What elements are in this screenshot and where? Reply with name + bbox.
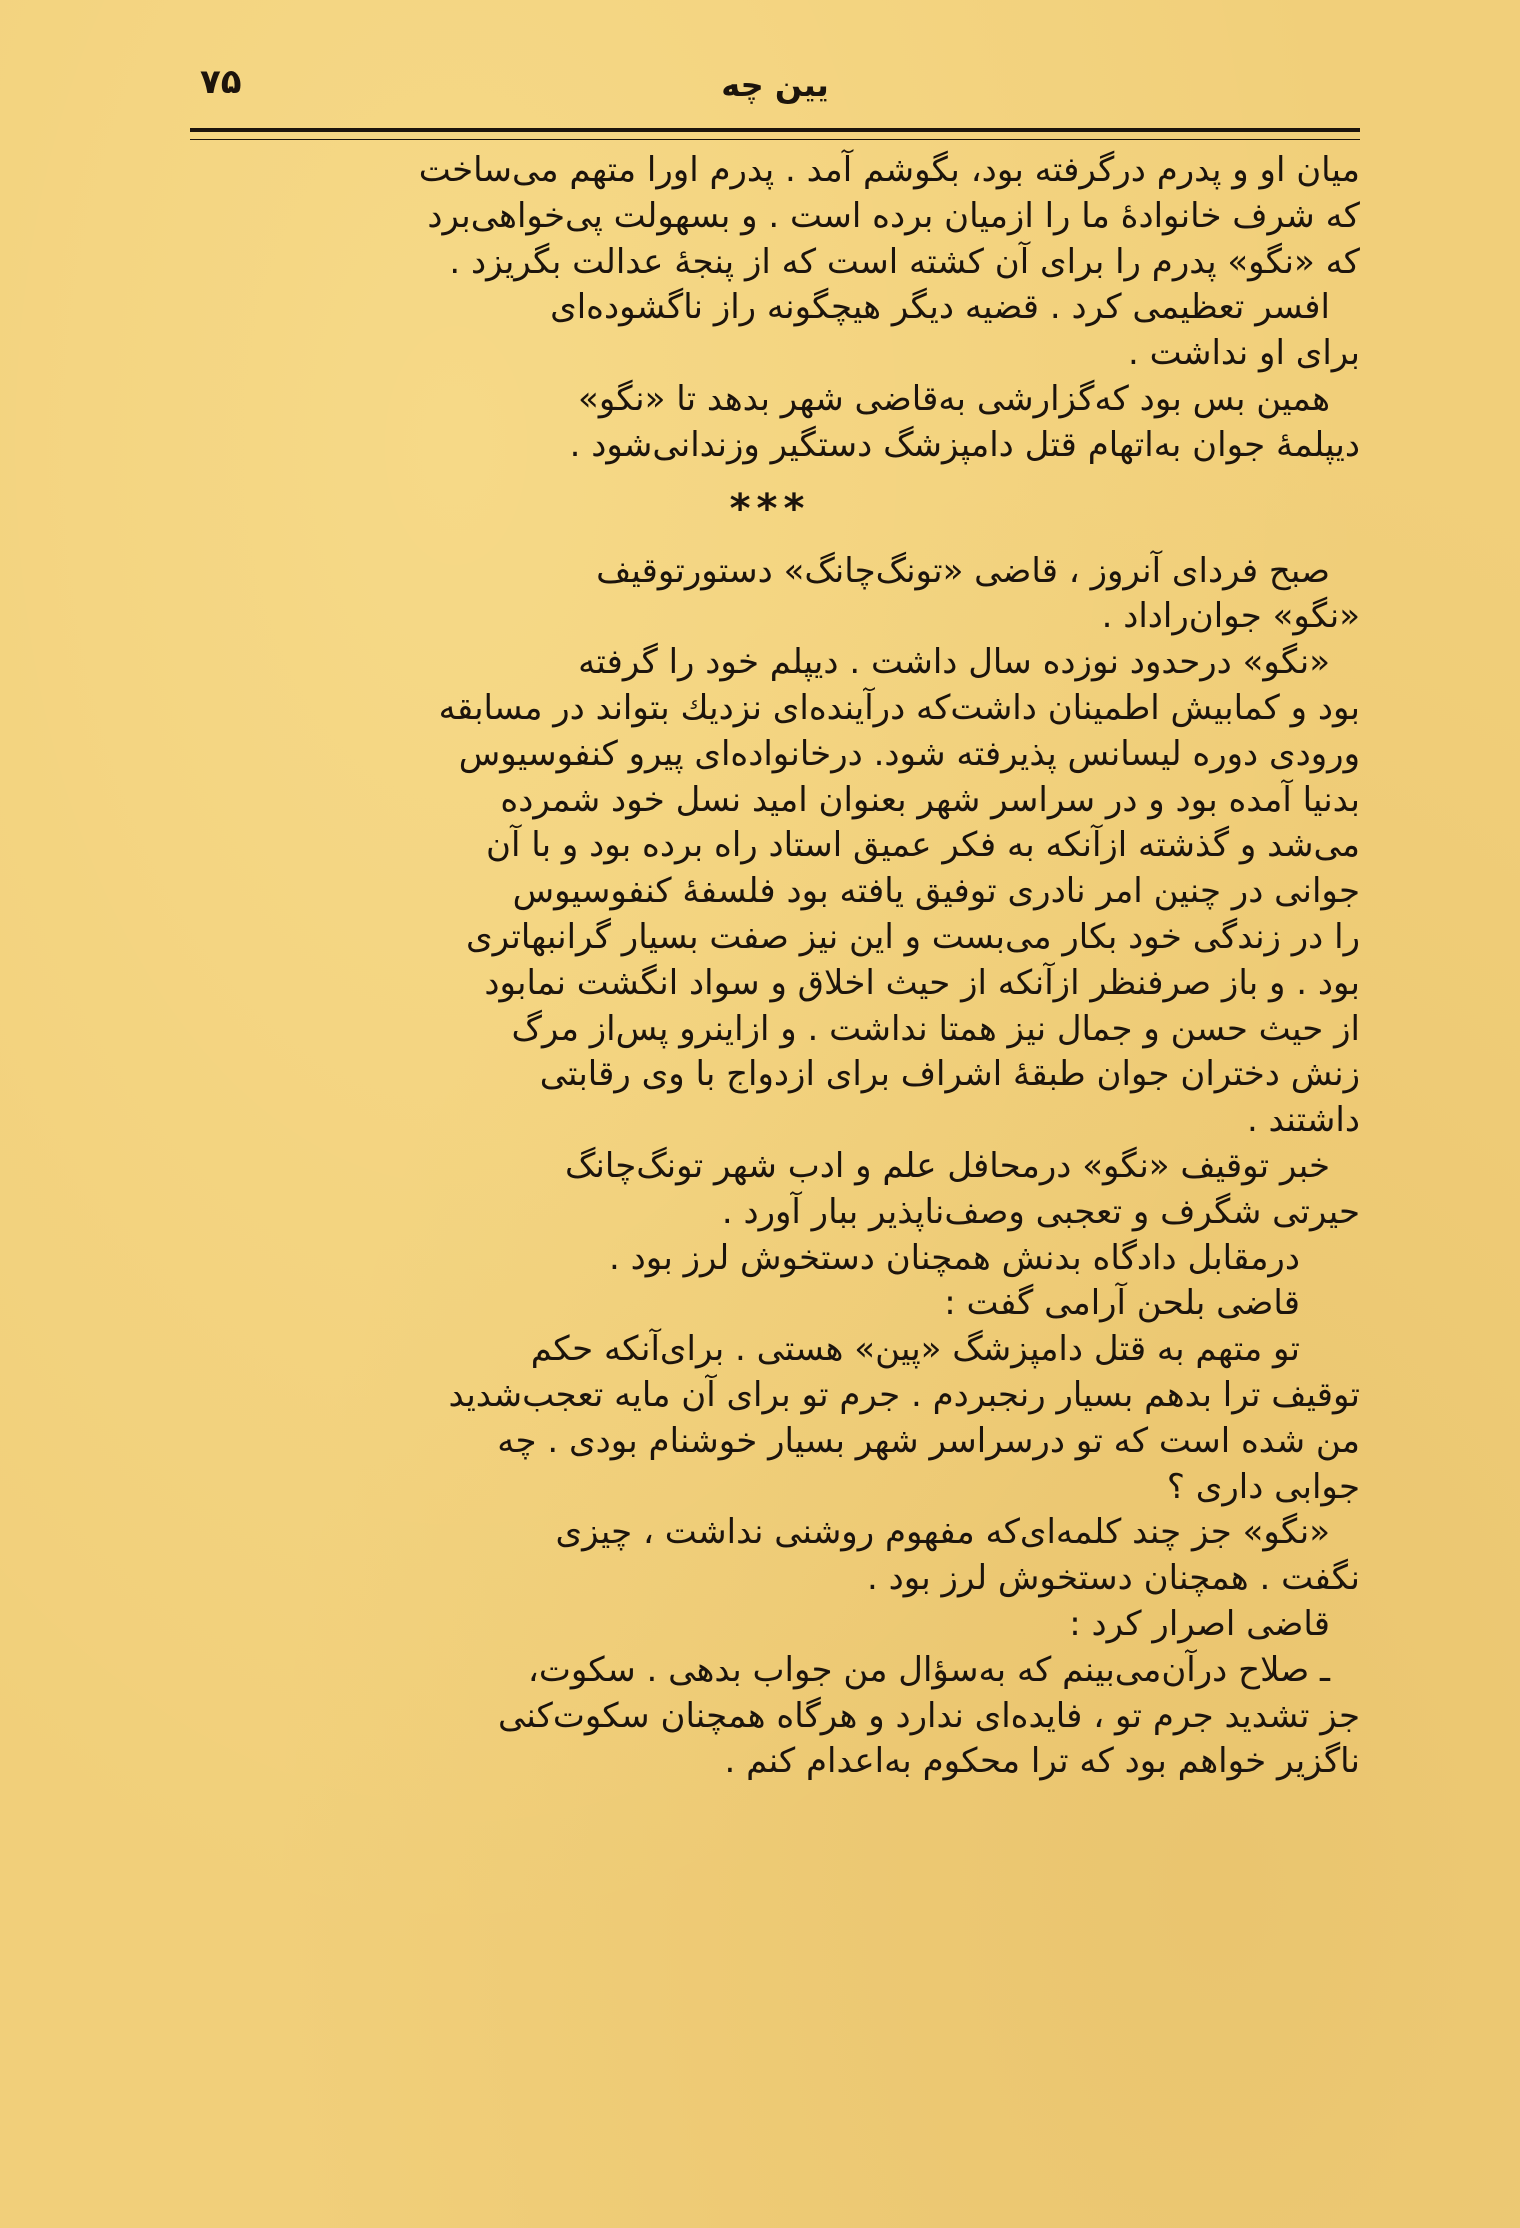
header-rule-thin [190,139,1360,140]
text-line: من شده است که تو درسراسر شهر بسیار خوشنام بودی . چه [497,1420,1360,1461]
text-line: همین بس بود که‌گزارشی به‌قاضی شهر بدهد تا «نگو» [578,378,1330,419]
running-title: یین چه [721,66,829,104]
text-line: بدنیا آمده بود و در سراسر شهر بعنوان امید نسل خود شمرده [500,779,1360,820]
text-line: برای او نداشت . [1127,333,1360,374]
text-line: داشتند . [1246,1100,1360,1141]
text-line: خبر توقیف «نگو» درمحافل علم و ادب شهر تونگ‌چانگ [564,1145,1330,1186]
text-line: قاضی بلحن آرامی گفت : [944,1283,1300,1324]
text-line: توقیف ترا بدهم بسیار رنجبردم . جرم تو برای آن مایه تعجب‌شدید [448,1374,1360,1415]
text-line: حیرتی شگرف و تعجبی وصف‌ناپذیر ببار آورد . [721,1191,1360,1232]
text-line: تو متهم به قتل دامپزشگ «پین» هستی . برای‌آنکه حکم [530,1329,1300,1370]
text-line: از حیث حسن و جمال نیز همتا نداشت . و ازاینرو پس‌از مرگ [511,1008,1360,1049]
text-line: صبح فردای آنروز ، قاضی «تونگ‌چانگ» دستورتوقیف [596,550,1330,591]
text-line: ناگزیر خواهم بود که ترا محکوم به‌اعدام کنم . [724,1741,1360,1782]
text-line: بود . و باز صرفنظر ازآنکه از حیث اخلاق و سواد انگشت نمابود [484,962,1360,1003]
text-line: «نگو» جز چند کلمه‌ای‌که مفهوم روشنی نداشت ، چیزی [555,1512,1330,1553]
text-line: «نگو» درحدود نوزده سال داشت . دیپلم خود را گرفته [578,642,1330,683]
text-line: که «نگو» پدرم را برای آن کشته است که از پنجهٔ عدالت بگریزد . [449,241,1360,282]
text-line: را در زندگی خود بکار می‌بست و این نیز صفت بسیار گرانبهاتری [466,916,1360,957]
text-line: میان او و پدرم درگرفته بود، بگوشم آمد . پدرم اورا متهم می‌ساخت [418,150,1360,190]
text-line: «نگو» جوان‌راداد . [1101,596,1360,637]
text-line: قاضی اصرار کرد : [1069,1603,1330,1644]
text-line: دیپلمهٔ جوان به‌اتهام قتل دامپزشگ دستگیر وزندانی‌شود . [569,424,1360,465]
text-line: ـ صلاح درآن‌می‌بینم که به‌سؤال من جواب بدهی . سکوت، [527,1649,1330,1690]
page-header [190,52,1360,122]
text-line: بود و کمابیش اطمینان داشت‌که درآینده‌ای نزدیك بتواند در مسابقه [438,687,1360,728]
text-line: جز تشدید جرم تو ، فایده‌ای ندارد و هرگاه همچنان سکوت‌کنی [498,1695,1360,1736]
text-line: که شرف خانوادهٔ ما را ازمیان برده است . و بسهولت پی‌خواهی‌برد [427,195,1360,236]
text-line: درمقابل دادگاه بدنش همچنان دستخوش لرز بود . [609,1237,1300,1278]
text-line: نگفت . همچنان دستخوش لرز بود . [866,1558,1360,1599]
text-line: می‌شد و گذشته ازآنکه به فکر عمیق استاد راه برده بود و با آن [485,825,1360,866]
text-line: جوابی داری ؟ [1166,1466,1360,1507]
text-line: ورودی دوره لیسانس پذیرفته شود. درخانواده‌ای پیرو کنفوسیوس [458,733,1360,774]
text-line: افسر تعظیمی کرد . قضیه دیگر هیچگونه راز ناگشوده‌ای [550,287,1330,328]
page-number: ۷۵ [200,62,242,102]
header-rule [190,128,1360,132]
text-line: زنش دختران جوان طبقهٔ اشراف برای ازدواج با وی رقابتی [539,1054,1360,1095]
text-line: جوانی در چنین امر نادری توفیق یافته بود فلسفهٔ کنفوسیوس [512,871,1360,912]
body-text [180,148,1360,1785]
section-separator: *** [729,485,811,532]
